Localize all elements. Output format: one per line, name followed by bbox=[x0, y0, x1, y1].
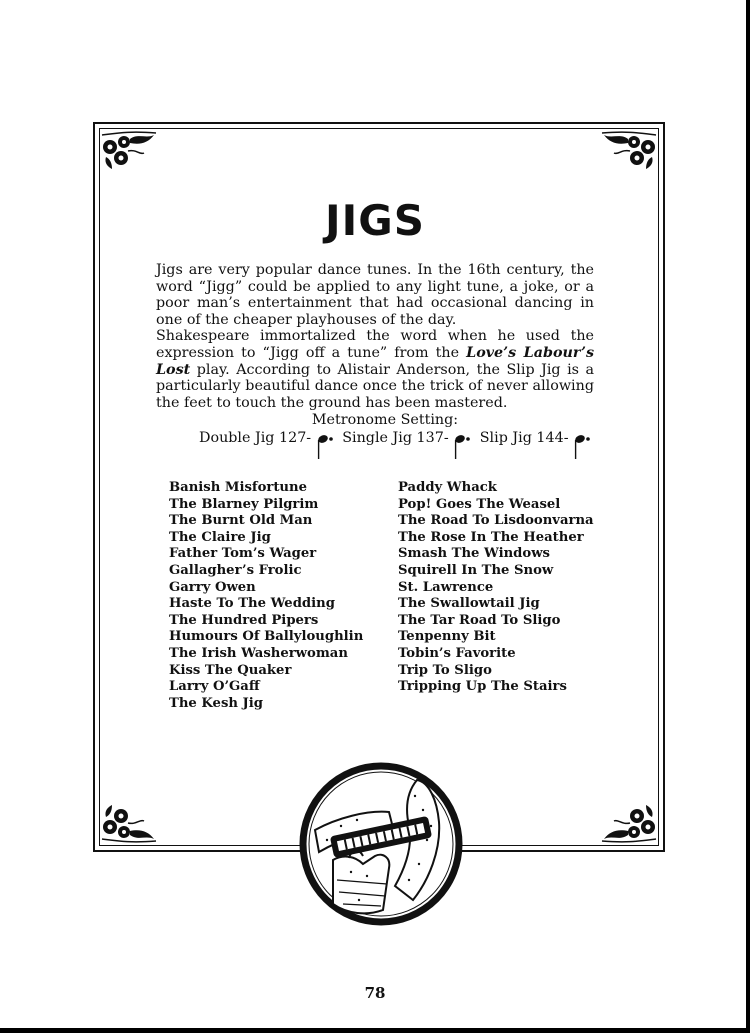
tune-list-item: St. Lawrence bbox=[398, 579, 494, 595]
tune-list-item: Smash The Windows bbox=[398, 546, 550, 562]
tune-list-left bbox=[169, 480, 363, 712]
tune-list-item: The Swallowtail Jig bbox=[398, 596, 540, 612]
tune-list-item: Tobin’s Favorite bbox=[398, 645, 516, 661]
play-title: Love’s Labour’s Lost bbox=[156, 344, 594, 378]
tune-list-item: Tripping Up The Stairs bbox=[398, 679, 567, 695]
tune-list-item: The Claire Jig bbox=[169, 529, 271, 545]
tune-list-item: The Hundred Pipers bbox=[169, 612, 319, 628]
harmonica-hands-illustration bbox=[297, 760, 465, 928]
tune-list-item: Father Tom’s Wager bbox=[169, 546, 317, 562]
intro-paragraph-2-start: Shakespeare immortalized the word when he used the expression to “Jigg off a tune” from the bbox=[156, 328, 594, 361]
intro-text bbox=[156, 262, 594, 411]
tune-list-item: The Kesh Jig bbox=[169, 695, 264, 711]
tune-list-item: The Blarney Pilgrim bbox=[169, 496, 319, 512]
tune-list-item: Larry O’Gaff bbox=[169, 679, 260, 695]
tune-list-item: The Road To Lisdoonvarna bbox=[398, 513, 594, 529]
intro-paragraph-2 bbox=[156, 328, 594, 411]
corner-flourish-bottom-right bbox=[600, 803, 658, 845]
dotted-quarter-note-icon bbox=[316, 430, 336, 460]
tune-list-item: Kiss The Quaker bbox=[169, 662, 292, 678]
metronome-setting-double: Double Jig 127- bbox=[199, 430, 312, 446]
tune-list-item: Paddy Whack bbox=[398, 480, 497, 495]
intro-paragraph-2-end: play. According to Alistair Anderson, the Slip Jig is a particularly beautiful dance once the trick of never allowing the feet to touch the ground has been mastered. bbox=[156, 361, 594, 411]
tune-list-item: Pop! Goes The Weasel bbox=[398, 496, 561, 512]
dotted-quarter-note-icon bbox=[453, 430, 473, 460]
tune-list-item: Humours Of Ballyloughlin bbox=[169, 629, 364, 645]
metronome-settings bbox=[199, 430, 595, 460]
tune-list-item: Garry Owen bbox=[169, 579, 256, 595]
corner-flourish-top-left bbox=[100, 129, 158, 171]
page-number: 78 bbox=[364, 984, 386, 1002]
corner-flourish-bottom-left bbox=[100, 803, 158, 845]
metronome-label: Metronome Setting: bbox=[311, 412, 459, 428]
tune-list-item: The Burnt Old Man bbox=[169, 513, 313, 529]
metronome-setting-slip: Slip Jig 144- bbox=[479, 430, 569, 446]
scan-edge-bottom bbox=[0, 1028, 750, 1033]
tune-list-item: Trip To Sligo bbox=[398, 662, 492, 678]
page-title: JIGS bbox=[325, 196, 425, 245]
tune-list-item: Gallagher’s Frolic bbox=[169, 562, 302, 578]
metronome-setting-single: Single Jig 137- bbox=[342, 430, 449, 446]
dotted-quarter-note-icon bbox=[573, 430, 593, 460]
corner-flourish-top-right bbox=[600, 129, 658, 171]
intro-paragraph-1: Jigs are very popular dance tunes. In the 16th century, the word “Jigg” could be applied to any light tune, a joke, or a poor man’s entertainment that had occasional dancing in one of the cheaper playhouses of the day. bbox=[156, 262, 594, 328]
tune-list-item: The Irish Washerwoman bbox=[169, 645, 348, 661]
tune-list-item: Tenpenny Bit bbox=[398, 629, 496, 645]
tune-list-item: Squirell In The Snow bbox=[398, 562, 554, 578]
scan-edge-right bbox=[746, 0, 750, 1033]
tune-list-item: The Rose In The Heather bbox=[398, 529, 584, 545]
tune-list-item: Haste To The Wedding bbox=[169, 596, 335, 612]
tune-list-item: The Tar Road To Sligo bbox=[398, 612, 561, 628]
tune-list-right bbox=[398, 480, 594, 696]
tune-list-item: Banish Misfortune bbox=[169, 480, 307, 495]
